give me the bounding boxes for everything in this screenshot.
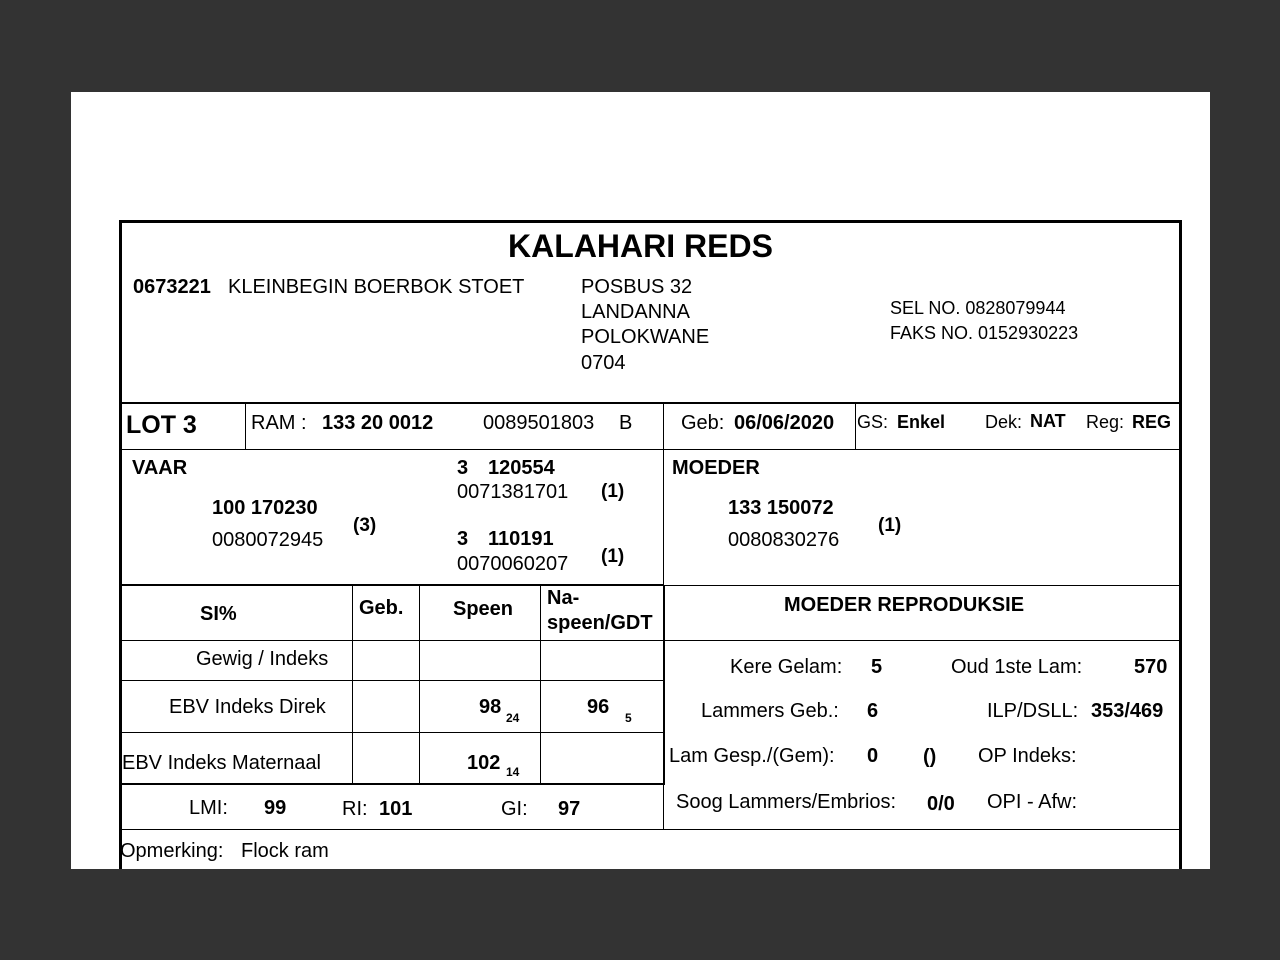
rule-table-geb — [352, 585, 353, 784]
soog-value: 0/0 — [927, 793, 955, 815]
sire-label: VAAR — [132, 457, 188, 479]
lmi-label: LMI: — [189, 797, 228, 819]
row-direk-naspeen: 96 — [587, 696, 610, 718]
sire-number: 0080072945 — [212, 529, 324, 551]
breeder-address-line-4: 0704 — [581, 352, 626, 374]
header-geb: Geb. — [359, 597, 404, 619]
dek-label: Dek: — [985, 412, 1023, 432]
oud-label: Oud 1ste Lam: — [951, 656, 1083, 678]
breeder-address-line-3: POLOKWANE — [581, 326, 710, 348]
rule-maternaal-bottom — [119, 783, 665, 785]
row-maternaal-label: EBV Indeks Maternaal — [122, 752, 321, 774]
dek-value: NAT — [1030, 411, 1066, 431]
breeder-address-line-1: POSBUS 32 — [581, 276, 693, 298]
granddam-count: (1) — [601, 546, 625, 567]
granddam-prefix: 3 — [457, 528, 469, 550]
breeder-name: KLEINBEGIN BOERBOK STOET — [228, 276, 525, 298]
sire-id: 100 170230 — [212, 497, 318, 519]
rule-pedigree-bottom — [119, 584, 663, 586]
header-si: SI% — [200, 603, 237, 625]
row-direk-speen-sub: 24 — [506, 711, 520, 725]
breeder-cell: SEL NO. 0828079944 — [890, 298, 1066, 318]
oud-value: 570 — [1134, 656, 1168, 678]
rule-direk-bottom — [119, 732, 663, 733]
reg-value: REG — [1132, 412, 1172, 432]
dam-number: 0080830276 — [728, 529, 840, 551]
ri-label: RI: — [342, 798, 368, 820]
rule-lot-divider — [245, 403, 246, 450]
header-naspeen-2: speen/GDT — [547, 612, 653, 634]
gs-value: Enkel — [897, 412, 946, 432]
border-top — [119, 220, 1182, 223]
ram-id: 133 20 0012 — [322, 412, 434, 434]
grandsire-count: (1) — [601, 481, 625, 502]
breeder-address-line-2: LANDANNA — [581, 301, 690, 323]
lammers-value: 6 — [867, 700, 879, 722]
kere-value: 5 — [871, 656, 883, 678]
ram-reg-no: 0089501803 — [483, 412, 595, 434]
row-direk-label: EBV Indeks Direk — [169, 696, 326, 718]
grandsire-prefix: 3 — [457, 457, 469, 479]
rule-headers-bottom — [119, 640, 1182, 641]
gs-label: GS: — [857, 412, 889, 432]
geb-value: 06/06/2020 — [734, 412, 835, 434]
catalog-title: KALAHARI REDS — [508, 228, 773, 264]
row-maternaal-speen: 102 — [467, 752, 501, 774]
header-speen: Speen — [453, 598, 514, 620]
gesp-label: Lam Gesp./(Gem): — [669, 745, 835, 767]
remark-label: Opmerking: — [120, 840, 224, 862]
reg-label: Reg: — [1086, 412, 1125, 432]
breeder-fax: FAKS NO. 0152930223 — [890, 323, 1079, 343]
rule-pedigree-bottom-right — [664, 585, 1182, 586]
geb-label: Geb: — [681, 412, 725, 434]
granddam-id: 110191 — [488, 528, 554, 550]
header-naspeen-1: Na- — [547, 587, 580, 609]
rule-table-naspeen — [540, 585, 541, 784]
gi-label: GI: — [501, 798, 528, 820]
grandsire-number: 0071381701 — [457, 481, 569, 503]
granddam-number: 0070060207 — [457, 553, 569, 575]
opi-label: OPI - Afw: — [987, 791, 1078, 813]
lammers-label: Lammers Geb.: — [701, 700, 839, 722]
row-direk-speen: 98 — [479, 696, 502, 718]
row-gewig-label: Gewig / Indeks — [196, 648, 329, 670]
gi-value: 97 — [558, 798, 581, 820]
ri-value: 101 — [379, 798, 413, 820]
catalog-page — [71, 92, 1210, 869]
reproduction-title: MOEDER REPRODUKSIE — [784, 594, 1025, 616]
dam-label: MOEDER — [672, 457, 760, 479]
ram-reg-flag: B — [619, 412, 633, 434]
soog-label: Soog Lammers/Embrios: — [676, 791, 897, 813]
ram-label: RAM : — [251, 412, 307, 434]
rule-lot-bottom — [119, 449, 1182, 450]
dam-id: 133 150072 — [728, 497, 834, 519]
breeder-number: 0673221 — [133, 276, 211, 298]
gesp-avg: () — [923, 746, 937, 768]
ilp-value: 353/469 — [1091, 700, 1164, 722]
ilp-label: ILP/DSLL: — [987, 700, 1079, 722]
sire-count: (3) — [353, 515, 377, 536]
lmi-value: 99 — [264, 797, 287, 819]
border-right — [1179, 220, 1182, 869]
rule-gewig-bottom — [119, 680, 663, 681]
lot-label: LOT 3 — [126, 411, 197, 439]
row-direk-naspeen-sub: 5 — [625, 711, 632, 725]
row-maternaal-speen-sub: 14 — [506, 765, 520, 779]
rule-table-speen — [419, 585, 420, 784]
op-label: OP Indeks: — [978, 745, 1077, 767]
dam-count: (1) — [878, 515, 902, 536]
gesp-value: 0 — [867, 745, 879, 767]
kere-label: Kere Gelam: — [730, 656, 843, 678]
rule-summary-bottom — [119, 829, 1182, 830]
grandsire-id: 120554 — [488, 457, 555, 479]
remark-value: Flock ram — [241, 840, 329, 862]
rule-header-bottom — [119, 402, 1182, 404]
rule-table-right — [663, 585, 665, 784]
rule-geb-divider — [855, 403, 856, 450]
